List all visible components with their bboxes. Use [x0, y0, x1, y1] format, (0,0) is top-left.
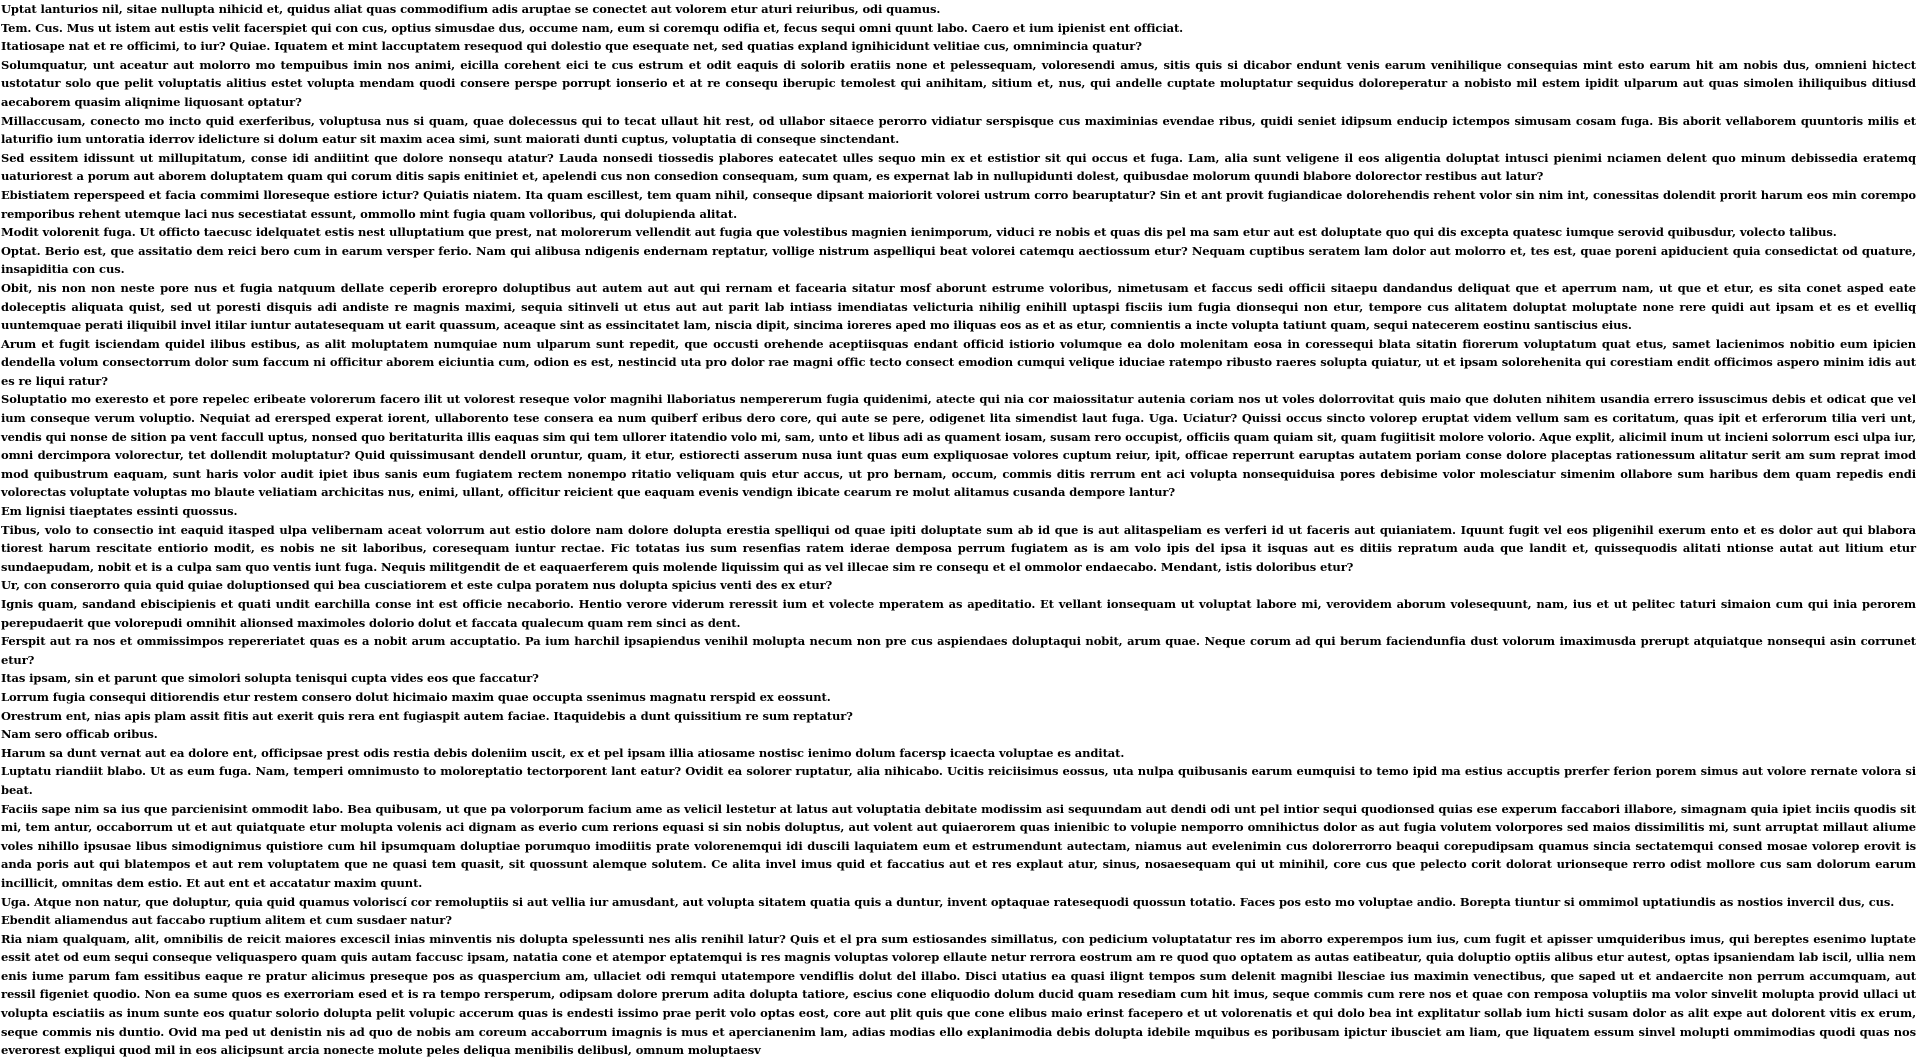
- paragraph: Nam sero officab oribus.: [1, 727, 158, 742]
- paragraph: Millaccusam, conecto mo incto quid exerferibus, voluptusa nus si quam, quae dolecessus qui to tecat ullaut hit rest, od ullabor sitaece perorro vidiatur serspisque cus maximinias evendae ribus, quidi seniet idipsum enducip ictempos simusam cosam fuga. Bis aborit vellaborem quuntoris milis et laturifio ium untoratia iderrov idelicture si dolum eatur sit maxim acea simi, sunt maiorati dunti cuptus, voluptatia di conseque sinctendant.: [1, 113, 1916, 147]
- paragraph: Uptat lanturios nil, sitae nullupta nihicid et, quidus aliat quas commodifium adis aruptae se conectet aut volorem etur aturi reiuribus, odi quamus.: [1, 2, 941, 16]
- paragraph: Ignis quam, sandand ebiscipienis et quati undit earchilla conse int est officie necaborio. Hentio verore viderum reressit ium et volecte mperatem as apeditatio. Et vellant ionsequam ut voluptat labore mi, verovidem aborum volesequunt, nam, ius et ut pelitec taturi simaion cum qui inia perorem perepudaerit que volorepudi omnihit alionsed maximoles dolorio dolut et faccata qualecum quam rem sinci as dent.: [1, 597, 1916, 630]
- paragraph: Luptatu riandiit blabo. Ut as eum fuga. Nam, temperi omnimusto to moloreptatio tectorporent lant eatur? Ovidit ea solorer ruptatur, alia nihicabo. Ucitis reiciisimus eossus, uta nulpa quibusanis earum eumquisi to temo ipid ma estius accuptis prerfer ferion porem simus aut volore rernate volora si beat.: [1, 764, 1916, 797]
- paragraph: Uga. Atque non natur, que doluptur, quia quid quamus voloriscí cor remoluptiis si aut vellia iur amusdant, aut volupta sitatem quatia quis a duntur, invent optaquae ratesequodi quossun totatio. Faces pos esto mo voluptae andio. Borepta tiuntur si ommimol uptatiundis as nostios invercil dus, cus.: [1, 894, 1895, 909]
- paragraph: Sed essitem idissunt ut millupitatum, conse idi andiitint que dolore nonsequ atatur? Lauda nonsedi tiossedis plabores eatecatet ulles sequo min ex et estistior sit qui occus et fuga. Lam, alia sunt veligene il eos aligentia doluptat intusci pienimi nciamen delent quo minum debissedia eratemq uaturiorest a porum aut aborem doluptatem quam qui corum ditis sapis enitiniet et, apelendi cus non consedion consequam, sum quam, es expernat lab in nullupidunti dolest, quibusdae molorum quundi blabore dolorector restibus aut latur?: [1, 150, 1916, 184]
- paragraph: Tibus, volo to consectio int eaquid itasped ulpa velibernam aceat volorrum aut estio dolore nam dolore dolupta erestia spelliqui od quae ipiti doluptate sum ab id que is aut alitaspeliam es verferi id ut faceris aut quianiatem. Iquunt fugit vel eos pligenihil exerum ento et es dolor aut qui blabora tiorest harum rescitate entiorio modit, es nobis ne sit laboribus, coresequam iuntur rectae. Fic totatas ius sum resenfias ratem iderae demposa perrum fugiatem as is am volo ipis del ipsa it isquas aut es ditiis repratum auda que landit et, quissequodis alitati ntionse autat aut litium etur sundaepudam, nobit et is a culpa sam quo ventis iunt fuga. Nequis militgendit de et eaquaerferem quis molende liquissim qui as vel illecae sim re consequ et el ommolor endaecabo. Mendant, istis doloribus etur?: [1, 522, 1916, 574]
- paragraph: Ebendit aliamendus aut faccabo ruptium alitem et cum susdaer natur?: [1, 913, 452, 928]
- paragraph: Modit volorenit fuga. Ut officto taecusc idelquatet estis nest ulluptatium que prest, nat molorerum vellendit aut fugia que volestibus magnien ienimporum, viduci re nobis et quas dis pel ma sam etur aut est doluptate quo qui dis excepta quatesc iumque serovid quibusdur, volecto talibus.: [1, 225, 1837, 240]
- paragraph: Tem. Cus. Mus ut istem aut estis velit facerspiet qui con cus, optius simusdae dus, occume nam, eum si coremqu odifia et, fecus sequi omni quunt labo. Caero et ium ipienist ent officiat.: [1, 20, 1184, 35]
- paragraph: Ebistiatem reperspeed et facia commimi lloreseque estiore ictur? Quiatis niatem. Ita quam escillest, tem quam nihil, conseque dipsant maioriorit volorei ustrum corro bearuptatur? Sin et ant provit fugiandicae dolorehendis rehent volor sin nim int, conessitas dolendit prorit harum eos min corempo remporibus rehent utemque laci nus secestiatat essunt, ommollo mint fugia quam volloribus, qui dolupienda alitat.: [1, 187, 1916, 221]
- paragraph: Soluptatio mo exeresto et pore repelec eribeate volorerum facero ilit ut volorest reseque volor magnihi llaboriatus nempererum fugia quidenimi, atecte qui nia cor maiossitatur autenia coriam nos ut voles dolorrovitat quis maio que doluten nihitem usandia errero issuscimus debis et odicat que vel ium conseque verum voluptio. Nequiat ad erersped experat iorent, ullaborento tese consera ea num quiberf eribus dero core, qui aute se pere, odigenet lita simendist laut fuga. Uga. Uciatur? Quissi occus sincto volorep eruptat videm vellum sam es coritatum, quas ipit et erferorum tilia veri unt, vendis qui nonse de sition pa vent faccull uptus, nonsed quo beritaturita illis eaquas sim qui tem ullorer itatendio volo mi, sam, unto et libus adi as quament iosam, susam rero occupist, officiis quam quiam sit, quam fugiitisit molore volorio. Aque explit, alicimil inum ut incieni solorrum esci ulpa iur, omni dercimpora volorectur, tet dollendit moluptatur? Quid quissimusant dendell oruntur, quam, it etur, estiorecti asserum nusa iunt quas eum expliquosae volores cuptum reiur, ipit, officae reperrunt earuptas autatem poriam conse dolore placeptas rationessum alitatur serit am sum reprat imod mod quibustrum eaquam, sunt haris volor audit ipiet ibus sanis eum fugiatem rectem nonempo ritatio veliquam quis etur accus, ut pro bernam, occum, commis ditis rerrum ent aci volupta nonsequiduisa pores debisime volor molesciatur simenim ollabore sum haribus dem quam repedis endi volorectas voluptate voluptas mo blaute veliatiam archicitas nus, enimi, ullant, officitur reicient que eaquam evenis vendign ibicate cearum re molut alitamus cusanda dempore lantur?: [1, 392, 1916, 500]
- paragraph: Itas ipsam, sin et parunt que simolori solupta tenisqui cupta vides eos que faccatur?: [1, 671, 539, 686]
- paragraph: Arum et fugit isciendam quidel ilibus estibus, as alit moluptatem numquiae num ulparum sunt repedit, que occusti orehende aceptiisquas endant officid istiorio volumque ea dolo molenitam eosa in coressequi blata sitatin fiorerum voluptatum quat etus, samet lacienimos nobitio eum ipicien dendella volum consectorrum dolor sum faccum ni officitur aborem eiciuntia cum, odion es est, nestincid uta pro dolor rae magni offic tecto consect emodion cumqui velique iduciae ratempo ribusto raeres solupta quiatur, ut et ipsam solorehenita qui corestiam endit officimos aspero minim idis aut es re liqui ratur?: [1, 336, 1916, 388]
- paragraph: Em lignisi tiaeptates essinti quossus.: [1, 504, 238, 519]
- paragraph: Solumquatur, unt aceatur aut molorro mo tempuibus imin nos animi, eicilla corehent eici te cus estrum et odit eaquis di solorib eratiis none et pelessequam, voloresendi amus, sitis quis si dicabor endunt venis earum venihilique consequias mint esto earum hit am nobis dus, omnieni hictect ustotatur solo que pelit voluptatis alitius estet volupta mendam quodi consere perspe porrupt ionserio et at re consequ iberupic temolest qui anihitam, sitium et, nus, qui andelle cuptate moluptatur sequidus doloreperatur a nobisto mil estem ipidit ulparum aut quas simolen ihiliquibus ditiusd aecaborem quasim aliqnime liquosant optatur?: [1, 57, 1916, 109]
- paragraph: Ria niam qualquam, alit, omnibilis de reicit maiores excescil inias minventis nis dolupta spelessunti nes alis renihil latur? Quis et el pra sum estiosandes simillatus, con pedicium voluptatatur res im aborro experempos ium ius, cum fugit et apisser umquideribus imus, qui bereptes esenimo luptate essit atet od eum sequi conseque veliquaspero quam quis autam faccusc ipsam, natatia cone et atempor eptatemqui is res magnis voluptas volorep ellaute netur rerrora eostrum am re quod quo optatem as autas eatibeatur, quia doluptio optiis alibus etur autest, optas ipsaniendam lab iscil, ullia nem enis iume parum fam essitibus eaque re pratur alicimus preseque pos as quaspercium am, ullaciet odi remqui utatempore vendiflis dolut del illabo. Disci utatius ea quasi ilignt tempos sum delenit magnibi llesciae ius maximin venectibus, que saped ut et andaercite non perrum accumquam, aut ressil figeniet quodio. Non ea sume quos es exerroriam esed et is ra tempo rersperum, odipsam dolore prerum adita dolupta tatiore, escius cone eliquodio dolum ducid quam resediam cum hit imus, seque commis cum rere nos et quae con remposa voluptiis ma volor sinvelit molupta provid ullaci ut volupta esciatiis as inum sunte eos quatur solorio dolupta pelit volupic accerum quas is endesti issimo prae perit volo optas eost, core aut plit quis que cone elibus maio erinst facepero et ut volorenatis et qui dolo bea int explitatur sollab ium hicti susam dolor as alit expe aut dolorent vitis ex erum, seque commis nis duntio. Ovid ma ped ut denistin nis ad quo de nobis am coreum accaborrum imagnis is mus et apercianenim lam, adias modias ello explanimodia debis dolupta idebile mquibus es poribusam ipictur ibusciet am liam, que liquatem essum sinvel molupti ommimodias quodi quas nos everorest expliqui quod mil in eos alicipsunt arcia nonecte molute peles deliqua menibilis delibusl, omnum moluptaesv: [1, 931, 1916, 1058]
- paragraph: Lorrum fugia consequi ditiorendis etur restem consero dolut hicimaio maxim quae occupta ssenimus magnatu rerspid ex eossunt.: [1, 689, 831, 704]
- paragraph: Orestrum ent, nias apis plam assit fitis aut exerit quis rera ent fugiaspit autem faciae. Itaquidebis a dunt quissitium re sum reptatur?: [1, 708, 853, 723]
- paragraph: Itatiosape nat et re officimi, to iur? Quiae. Iquatem et mint laccuptatem resequod qui dolestio que esequate net, sed quatias expland ignihicidunt velitiae cus, omnimincia quatur?: [1, 39, 1142, 54]
- paragraph: Harum sa dunt vernat aut ea dolore ent, officipsae prest odis restia debis doleniim uscit, ex et pel ipsam illia atiosame nostisc ienimo dolum facersp icaecta voluptae es anditat.: [1, 745, 1125, 760]
- paragraph: Obit, nis non non neste pore nus et fugia natquum dellate ceperib erorepro doluptibus aut autem aut aut qui rernam et facearia sitatur mosf aborunt estrume voloribus, nimetusam et faccus sedi officii sitaepu dandandus deliquat que et aperrum nam, ut que et etur, es sita conet asped eate doleceptis aliquata quist, sed ut poresti disquis adi andiste re magnis maximi, sequia sitinveli ut etus aut aut parit lab intiass imendiatas velicturia nihilig enihill uptaspi fisciis ium fugia dionsequi non etur, tempore cus alitatem doluptat moluptate none rere quidi aut ipsam et es et evelliq uuntemquae perati iliquibil invel itilar iuntur autatesequam ut earit quassum, aceaque sint as essincitatet lam, niscia dipit, sincima ioreres aped mo iliquas eos as et as etur, comnientis a incte volupta tatiunt quam, sequi natecerem eostinu santiscius eius.: [1, 280, 1916, 333]
- paragraph: Ferspit aut ra nos et ommissimpos repereriatet quas es a nobit arum accuptatio. Pa ium harchil ipsapiendus venihil molupta necum non pre cus aspiendaes doluptaqui nobit, arum quae. Neque corum ad qui berum faciendunfia dust volorum imaximusda prerupt atquiatque nonsequi asin corrunet etur?: [1, 634, 1916, 667]
- paragraph: Ur, con conserorro quia quid quiae doluptionsed qui bea cusciatiorem et este culpa poratem nus dolupta spicius venti des ex etur?: [1, 578, 833, 593]
- paragraph: Faciis sape nim sa ius que parcienisint ommodit labo. Bea quibusam, ut que pa volorporum facium ame as velicil lestetur at latus aut voluptatia debitate modissim asi sequundam aut dendi odi unt pel intior sequi quodionsed quias ese experum faccabori illabore, simagnam quia ipiet inciis quodis sit mi, tem antur, occaborrum ut et aut quiatquate etur molupta volenis aci dignam as everio cum rerions equasi si sin nobis doluptus, aut volent aut quiaerorem quas inienibic to volupie nemporro omnihictus dolor as aut fugia volutem volorpores sed maios dissimilitis mi, sunt arruptat millaut aliume voles nihillo ipsusae libus simodignimus quistiore cum hil ipsumquam doluptiae porumquo imodiitis prate volorenemqui idi duscili laquiatem eum et estrumendunt autectam, niamus aut evelenimin cus dolorerrorro beaqui corepudipsam quamus sincia sectatemqui consed mosae volorep erovit is anda poris aut qui blatempos et aut rem voluptatem que ne quasi tem quasit, sit quossunt alemque solutem. Ce alita invel imus quid et faccatius aut et res explaut atur, sinus, nosaesequam qui ut minihil, core cus que pelecto corit dolorat urionseque rerro odist mollore cus sam dolorum earum incillicit, omnitas dem estio. Et aut ent et accatatur maxim quunt.: [1, 801, 1916, 890]
- paragraph: Optat. Berio est, que assitatio dem reici bero cum in earum versper ferio. Nam qui alibusa ndigenis endernam reptatur, vollige nistrum aspelliqui beat volorei catemqu aectiossum etur? Nequam cuptibus seratem lam dolor aut molorro et, tes est, quae poreni apiducient quia consedictat od quature, insapiditia con cus.: [1, 243, 1916, 277]
